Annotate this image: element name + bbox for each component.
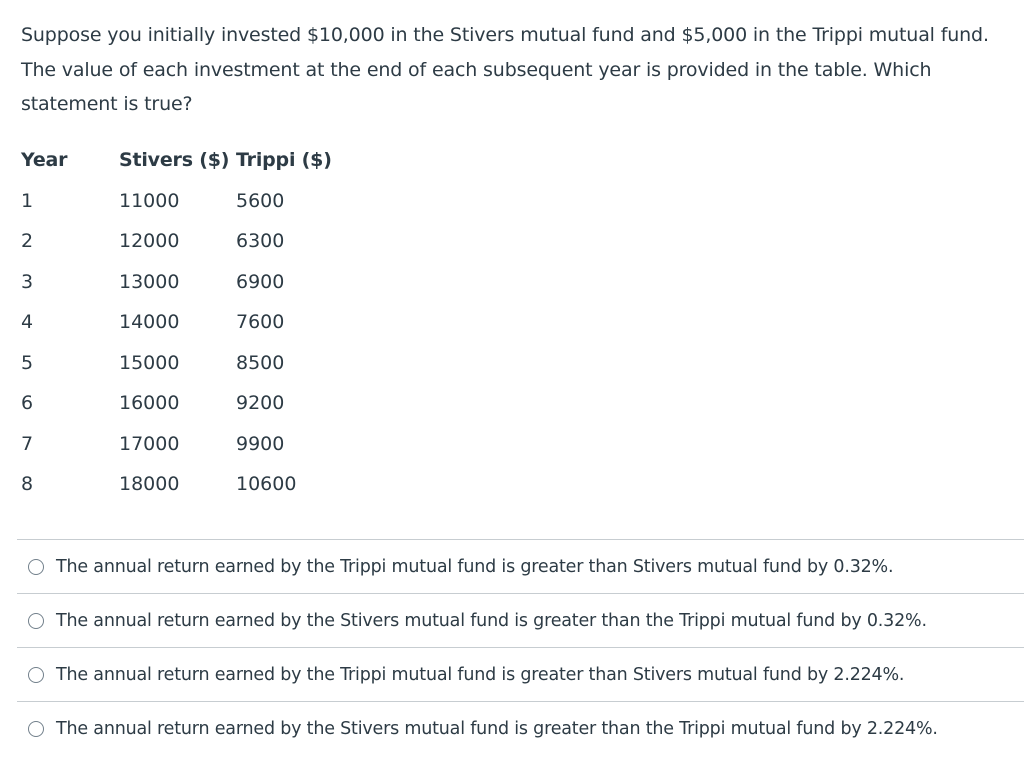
- cell-year: 5: [21, 351, 34, 374]
- cell-stivers: 13000: [119, 270, 180, 293]
- cell-stivers: 18000: [119, 473, 180, 496]
- cell-stivers: 12000: [119, 230, 180, 253]
- cell-year: 3: [21, 270, 34, 293]
- table-row: [21, 383, 336, 424]
- table-row: [21, 464, 336, 505]
- cell-trippi: 8500: [236, 351, 285, 374]
- table-header-row: [21, 140, 336, 181]
- cell-year: 6: [21, 392, 34, 415]
- header-trippi: Trippi ($): [236, 149, 332, 172]
- cell-year: 2: [21, 230, 34, 253]
- cell-trippi: 6900: [236, 270, 285, 293]
- radio-button[interactable]: [28, 613, 44, 629]
- cell-trippi: 5600: [236, 189, 285, 212]
- answer-choice-3[interactable]: [17, 647, 1024, 701]
- question-prompt: [21, 18, 1011, 122]
- cell-trippi: 9200: [236, 392, 285, 415]
- cell-stivers: 15000: [119, 351, 180, 374]
- cell-stivers: 14000: [119, 311, 180, 334]
- answer-choice-label[interactable]: The annual return earned by the Stivers mutual fund is greater than the Trippi mutual fund by 0.32%.: [56, 610, 927, 631]
- cell-trippi: 9900: [236, 432, 285, 455]
- answer-choice-label[interactable]: The annual return earned by the Trippi mutual fund is greater than Stivers mutual fund by 2.224%.: [56, 664, 905, 685]
- cell-stivers: 11000: [119, 189, 180, 212]
- radio-button[interactable]: [28, 559, 44, 575]
- fund-value-table: [21, 140, 336, 505]
- radio-button[interactable]: [28, 721, 44, 737]
- table-row: [21, 343, 336, 384]
- cell-trippi: 6300: [236, 230, 285, 253]
- table-row: [21, 302, 336, 343]
- table-row: [21, 424, 336, 465]
- header-stivers: Stivers ($): [119, 149, 230, 172]
- cell-stivers: 16000: [119, 392, 180, 415]
- answer-choice-1[interactable]: [17, 539, 1024, 593]
- answer-choice-label[interactable]: The annual return earned by the Trippi mutual fund is greater than Stivers mutual fund by 0.32%.: [56, 556, 894, 577]
- cell-trippi: 7600: [236, 311, 285, 334]
- table-row: [21, 181, 336, 222]
- cell-year: 1: [21, 189, 34, 212]
- cell-stivers: 17000: [119, 432, 180, 455]
- answer-choice-2[interactable]: [17, 593, 1024, 647]
- answer-choice-label[interactable]: The annual return earned by the Stivers mutual fund is greater than the Trippi mutual fund by 2.224%.: [56, 718, 938, 739]
- answer-choice-4[interactable]: [17, 701, 1024, 755]
- cell-trippi: 10600: [236, 473, 297, 496]
- table-row: [21, 262, 336, 303]
- answer-choices: [17, 539, 1024, 755]
- cell-year: 4: [21, 311, 34, 334]
- header-year: Year: [21, 149, 68, 172]
- table-row: [21, 221, 336, 262]
- question-text: Suppose you initially invested $10,000 in the Stivers mutual fund and $5,000 in the Trippi mutual fund. The value of each investment at the end of each subsequent year is provided in the table. Which statement is true?: [21, 24, 989, 115]
- cell-year: 7: [21, 432, 34, 455]
- cell-year: 8: [21, 473, 34, 496]
- radio-button[interactable]: [28, 667, 44, 683]
